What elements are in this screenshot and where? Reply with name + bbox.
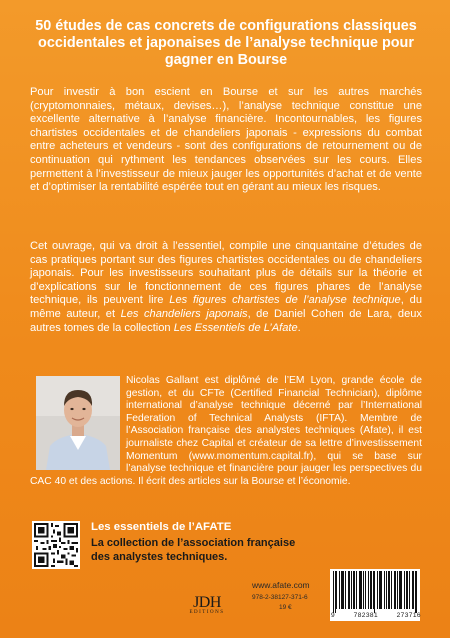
barcode-icon	[330, 569, 420, 613]
barcode-digit-right: 273716	[396, 612, 421, 619]
content-text-4: .	[297, 321, 301, 334]
isbn: 978-2-38127-371-6	[252, 594, 308, 601]
intro-paragraph: Pour investir à bon escient en Bourse et sur les autres marchés (cryptomonnaies, métaux, devises…), l’analyse technique constitue une excellente alternative à l’analyse financière. Incontournables, les figures chartistes occidentales et de chandeliers japonais - expressions du combat entre acheteurs et vendeurs - sont des configurations de retournement ou de continuation qui rythment les tendances observées sur les cours. Elles permettent à l’investisseur de mieux jauger les opportunités d’achat et de vente et d’optimiser la rentabilité espérée tout en gérant au mieux les risques.	[30, 86, 422, 194]
book-title-chartistes: Les figures chartistes de l’analyse technique	[169, 294, 401, 307]
book-title-chandeliers: Les chandeliers japonais	[120, 307, 248, 320]
publisher-logo-sub: EDITIONS	[189, 610, 225, 615]
publisher-logo-text: JDH	[193, 594, 221, 611]
author-photo	[36, 376, 120, 470]
collection-subtitle: La collection de l’association française des analystes techniques.	[91, 537, 296, 563]
content-text-3: , de Daniel Cohen de Lara, deux autres tomes de la collection	[30, 307, 422, 334]
publisher-logo	[182, 594, 232, 628]
content-text-1: Cet ouvrage, qui va droit à l’essentiel, compile une cinquantaine d’études de cas pratiques portant sur des figures chartistes occidentales ou de chandeliers japonais. Pour les investisseurs souhaitant plus de détails sur la théorie et d’explications sur le fonctionnement de ces figures phares de l’analyse technique, ils peuvent lire	[30, 240, 422, 307]
price: 19 €	[279, 604, 292, 611]
cover-headline: 50 études de cas concrets de configurations classiques occidentales et japonaises de l’analyse technique pour gagner en Bourse	[35, 18, 417, 68]
author-bio-text: Nicolas Gallant est diplômé de l’EM Lyon, grande école de gestion, et du CFTe (Certified Financial Technician), diplôme international d’analyse technique décerné par l’International Federation of Technical Analysts (IFTA). Membre de l’Association française des analystes techniques (Afate), il est journaliste chez Capital et créateur de sa lettre d’investissement Momentum (www.momentum.capital.fr), qui se base sur l’analyse technique et financière pour jauger les perspectives du CAC 40 et des actions. Il écrit des articles sur la Bourse et l’économie.	[30, 375, 422, 487]
content-text-2: , du même auteur, et	[30, 294, 422, 320]
website: www.afate.com	[252, 580, 310, 590]
barcode-digit-lead: 9	[331, 612, 336, 619]
qr-code	[32, 521, 80, 569]
author-portrait-icon	[36, 376, 120, 470]
content-paragraph	[30, 240, 422, 335]
collection-title: Les essentiels de l’AFATE	[91, 521, 232, 533]
barcode-digit-left: 782381	[353, 612, 379, 619]
barcode-digits	[331, 612, 421, 619]
collection-name: Les Essentiels de L’Afate	[173, 321, 298, 334]
qr-code-icon	[34, 523, 78, 567]
